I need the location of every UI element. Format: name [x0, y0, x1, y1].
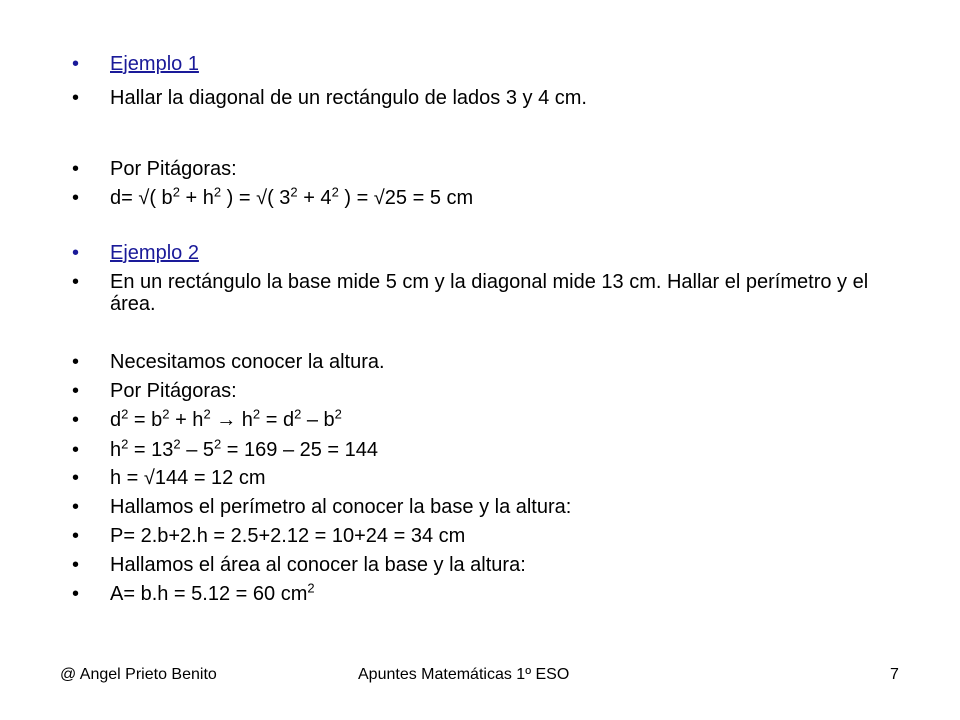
- area-text: • Hallamos el área al conocer la base y la altura:: [110, 553, 526, 577]
- perimeter-text: • Hallamos el perímetro al conocer la base y la altura:: [110, 495, 571, 519]
- example-2-method: • Por Pitágoras:: [110, 379, 237, 403]
- example-2-formula-1: • $d^2 = b^2 + h^2 \to h^2 = d^2 - b^2$: [110, 408, 342, 432]
- example-2-formula-2: • $h^2 = 13^2 - 5^2 = 169 - 25 = 144$: [110, 438, 378, 462]
- example-2-heading[interactable]: • Ejemplo 2: [110, 241, 199, 265]
- footer-page-number: 7: [890, 666, 899, 683]
- example-2-need: • Necesitamos conocer la altura.: [110, 350, 385, 374]
- example-1-method: • Por Pitágoras:: [110, 157, 237, 181]
- example-1-heading[interactable]: • Ejemplo 1: [110, 52, 199, 76]
- example-2-statement: • En un rectángulo la base mide 5 cm y la diagonal mide 13 cm. Hallar el perímetro y el área.: [110, 271, 880, 315]
- footer-author: @ Angel Prieto Benito: [60, 666, 217, 683]
- perimeter-formula: • P= 2.b+2.h = 2.5+2.12 = 10+24 = 34 cm: [110, 524, 465, 548]
- arrow-right-icon: → h: [210, 409, 253, 431]
- example-1-statement: • Hallar la diagonal de un rectángulo de lados 3 y 4 cm.: [110, 86, 587, 110]
- example-1-formula: • d= √( $b^2 + h^2$ ) = √( $3^2 + 4^2$ ) = √25 = 5 cm: [110, 186, 473, 210]
- example-2-formula-3: • h = √144 = 12 cm: [110, 466, 266, 490]
- footer-course: Apuntes Matemáticas 1º ESO: [358, 666, 570, 683]
- area-formula: • A= b.h = 5.12 = 60 $cm^2$: [110, 582, 315, 606]
